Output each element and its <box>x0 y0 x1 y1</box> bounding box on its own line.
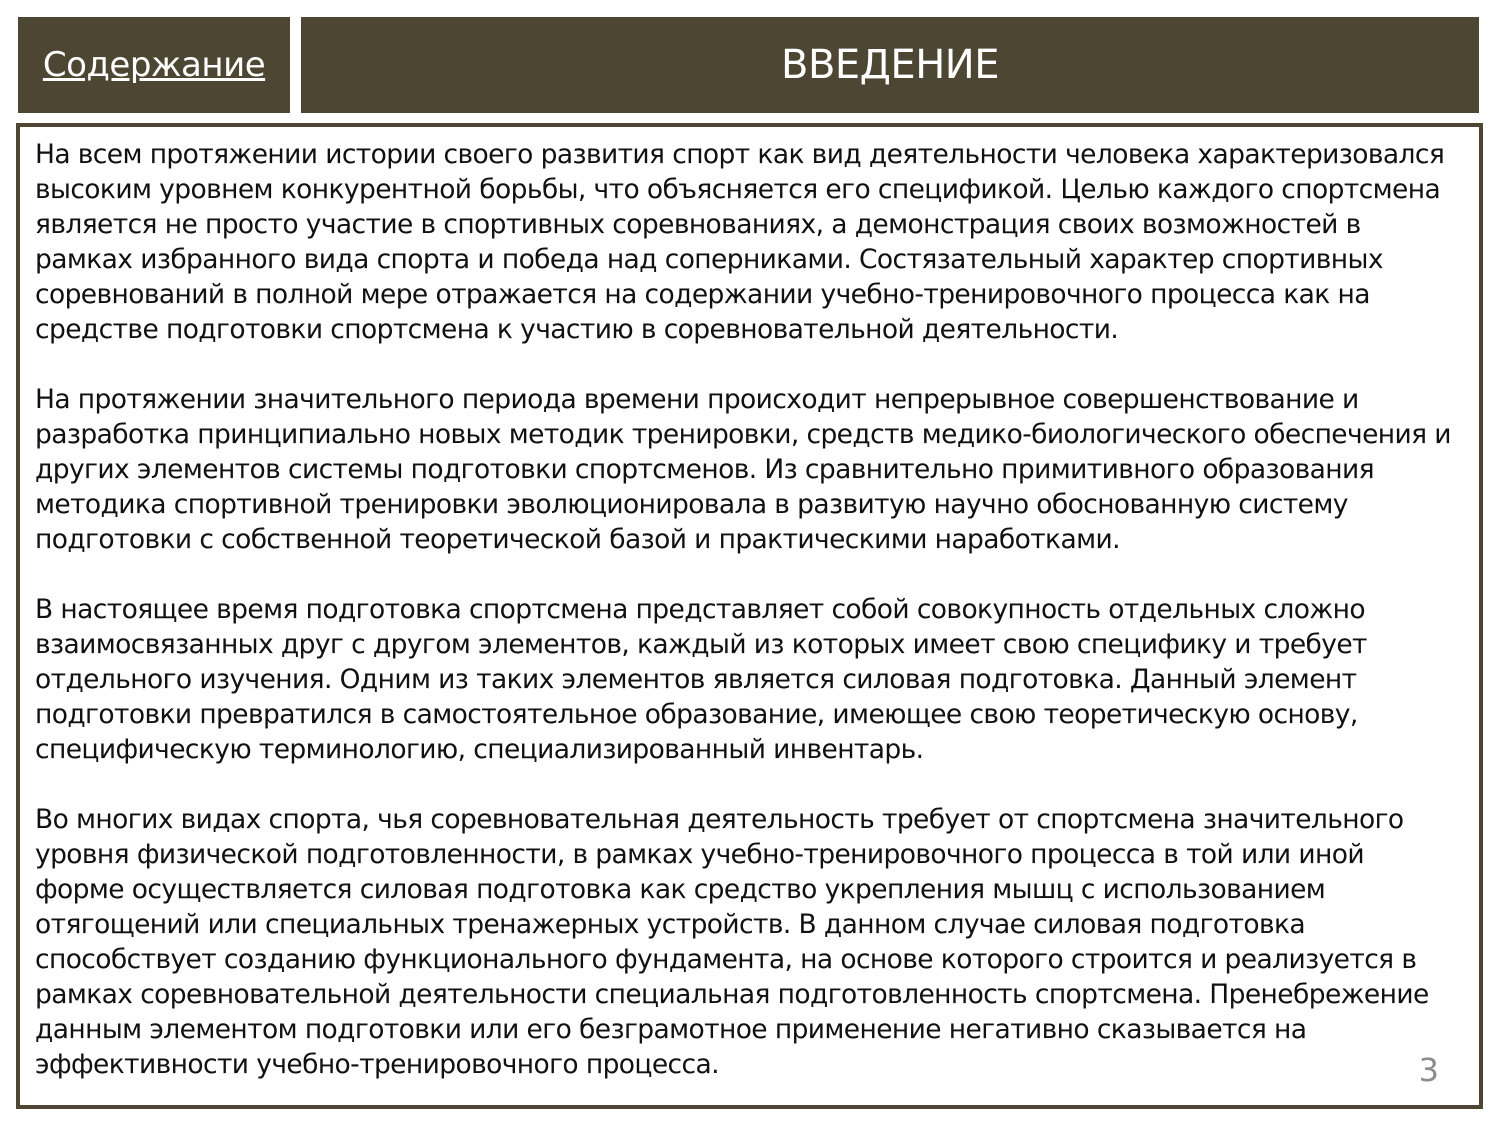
content-box <box>16 123 1483 1109</box>
page-title: ВВЕДЕНИЕ <box>781 42 999 88</box>
paragraph-2: На протяжении значительного периода времени происходит непрерывное совершенствование и разработка принципиально новых методик тренировки, средств медико-биологического обеспечения и других элементов системы подготовки спортсменов. Из сравнительно примитивного образования методика спортивной тренировки эволюционировала в развитую научно обоснованную систему подготовки с собственной теоретической базой и практическими наработками. <box>35 384 1451 555</box>
toc-header-block <box>18 17 290 113</box>
paragraph-3: В настоящее время подготовка спортсмена представляет собой совокупность отдельных сложно взаимосвязанных друг с другом элементов, каждый из которых имеет свою специфику и требует отдельного изучения. Одним из таких элементов является силовая подготовка. Данный элемент подготовки превратился в самостоятельное образование, имеющее свою теоретическую основу, специфическую терминологию, специализированный инвентарь. <box>35 594 1367 765</box>
content-text <box>35 137 1455 1082</box>
page-number: 3 <box>1418 1051 1439 1089</box>
toc-link[interactable]: Содержание <box>42 45 266 85</box>
title-header-block <box>301 17 1479 113</box>
paragraph-4: Во многих видах спорта, чья соревновательная деятельность требует от спортсмена значительного уровня физической подготовленности, в рамках учебно-тренировочного процесса в той или иной форме осуществляется силовая подготовка как средство укрепления мышц с использованием отягощений или специальных тренажерных устройств. В данном случае силовая подготовка способствует созданию функционального фундамента, на основе которого строится и реализуется в рамках соревновательной деятельности специальная подготовленность спортсмена. Пренебрежение данным элементом подготовки или его безграмотное применение негативно сказывается на эффективности учебно-тренировочного процесса. <box>35 804 1429 1080</box>
paragraph-1: На всем протяжении истории своего развития спорт как вид деятельности человека характеризовался высоким уровнем конкурентной борьбы, что объясняется его спецификой. Целью каждого спортсмена является не просто участие в спортивных соревнованиях, а демонстрация своих возможностей в рамках избранного вида спорта и победа над соперниками. Состязательный характер спортивных соревнований в полной мере отражается на содержании учебно-тренировочного процесса как на средстве подготовки спортсмена к участию в соревновательной деятельности. <box>35 139 1445 345</box>
